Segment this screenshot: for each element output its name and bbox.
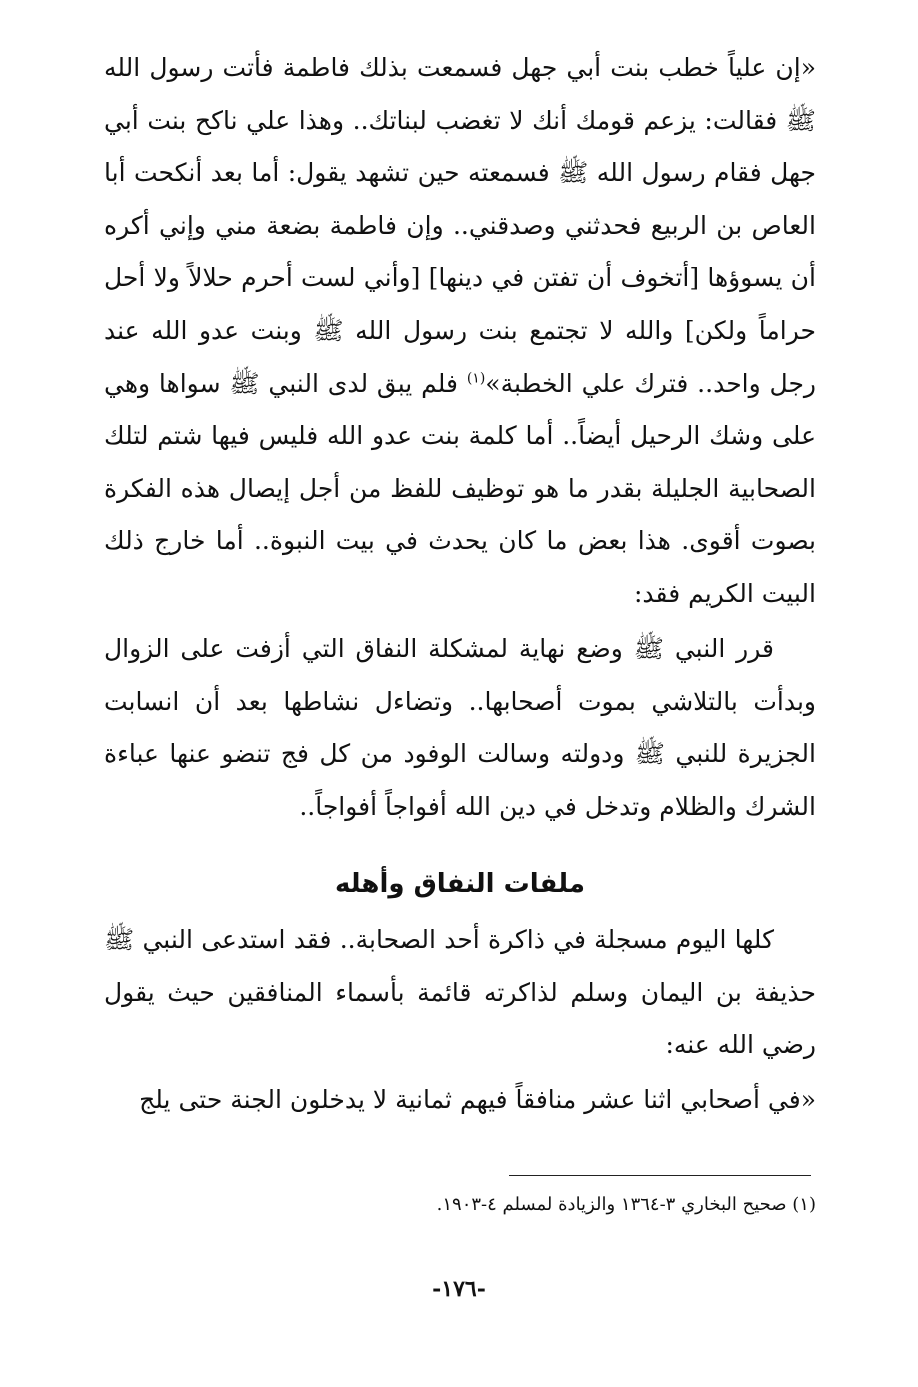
footnote-divider: [509, 1175, 811, 1176]
section-heading: ملفات النفاق وأهله: [335, 869, 585, 899]
paragraph-hypocrisy-end: قرر النبي ﷺ وضع نهاية لمشكلة النفاق التي أزفت على الزوال وبدأت بالتلاشي بموت أصحابها.. وتضاءل نشاطها بعد أن انسابت الجزيرة للنبي ﷺ ودولته وسالت الوفود من كل فج تنضو عنها عباءة الشرك والظلام وتدخل في دين الله أفواجاً أفواجاً..: [104, 634, 816, 821]
footnote-marker: (١): [466, 370, 486, 387]
paragraph-hudhayfa: كلها اليوم مسجلة في ذاكرة أحد الصحابة.. فقد استدعى النبي ﷺ حذيفة بن اليمان وسلم لذاكرته قائمة بأسماء المنافقين حيث يقول رضي الله عنه:: [104, 925, 816, 1060]
paragraph-hadith-twelve: «في أصحابي اثنا عشر منافقاً فيهم ثمانية لا يدخلون الجنة حتى يلج: [139, 1085, 816, 1114]
page-number: -١٧٦-: [432, 1276, 486, 1302]
paragraph-part-quote: «إن علياً خطب بنت أبي جهل فسمعت بذلك فاطمة فأتت رسول الله ﷺ فقالت: يزعم قومك أنك لا تغضب لبناتك.. وهذا علي ناكح بنت أبي جهل فقام رسول الله ﷺ فسمعته حين تشهد يقول: أما بعد أنكحت أبا العاص بن الربيع فحدثني وصدقني.. وإن فاطمة بضعة مني وإني أكره أن يسوؤها [أتخوف أن تفتن في دينها] [وأني لست أحرم حلالاً ولا أحل حراماً ولكن] والله لا تجتمع بنت رسول الله ﷺ وبنت عدو الله عند رجل واحد.. فترك علي الخطبة»: [104, 53, 816, 398]
paragraph-hadith-fatima: [104, 42, 816, 621]
footnote-text: (١) صحيح البخاري ٣-١٣٦٤ والزيادة لمسلم ٤-١٩٠٣.: [436, 1194, 816, 1215]
paragraph-part-commentary: فلم يبق لدى النبي ﷺ سواها وهي على وشك الرحيل أيضاً.. أما كلمة بنت عدو الله فليس فيها شتم لتلك الصحابية الجليلة بقدر ما هو توظيف للفظ من أجل إيصال هذه الفكرة بصوت أقوى. هذا بعض ما كان يحدث في بيت النبوة.. أما خارج ذلك البيت الكريم فقد:: [104, 368, 816, 608]
